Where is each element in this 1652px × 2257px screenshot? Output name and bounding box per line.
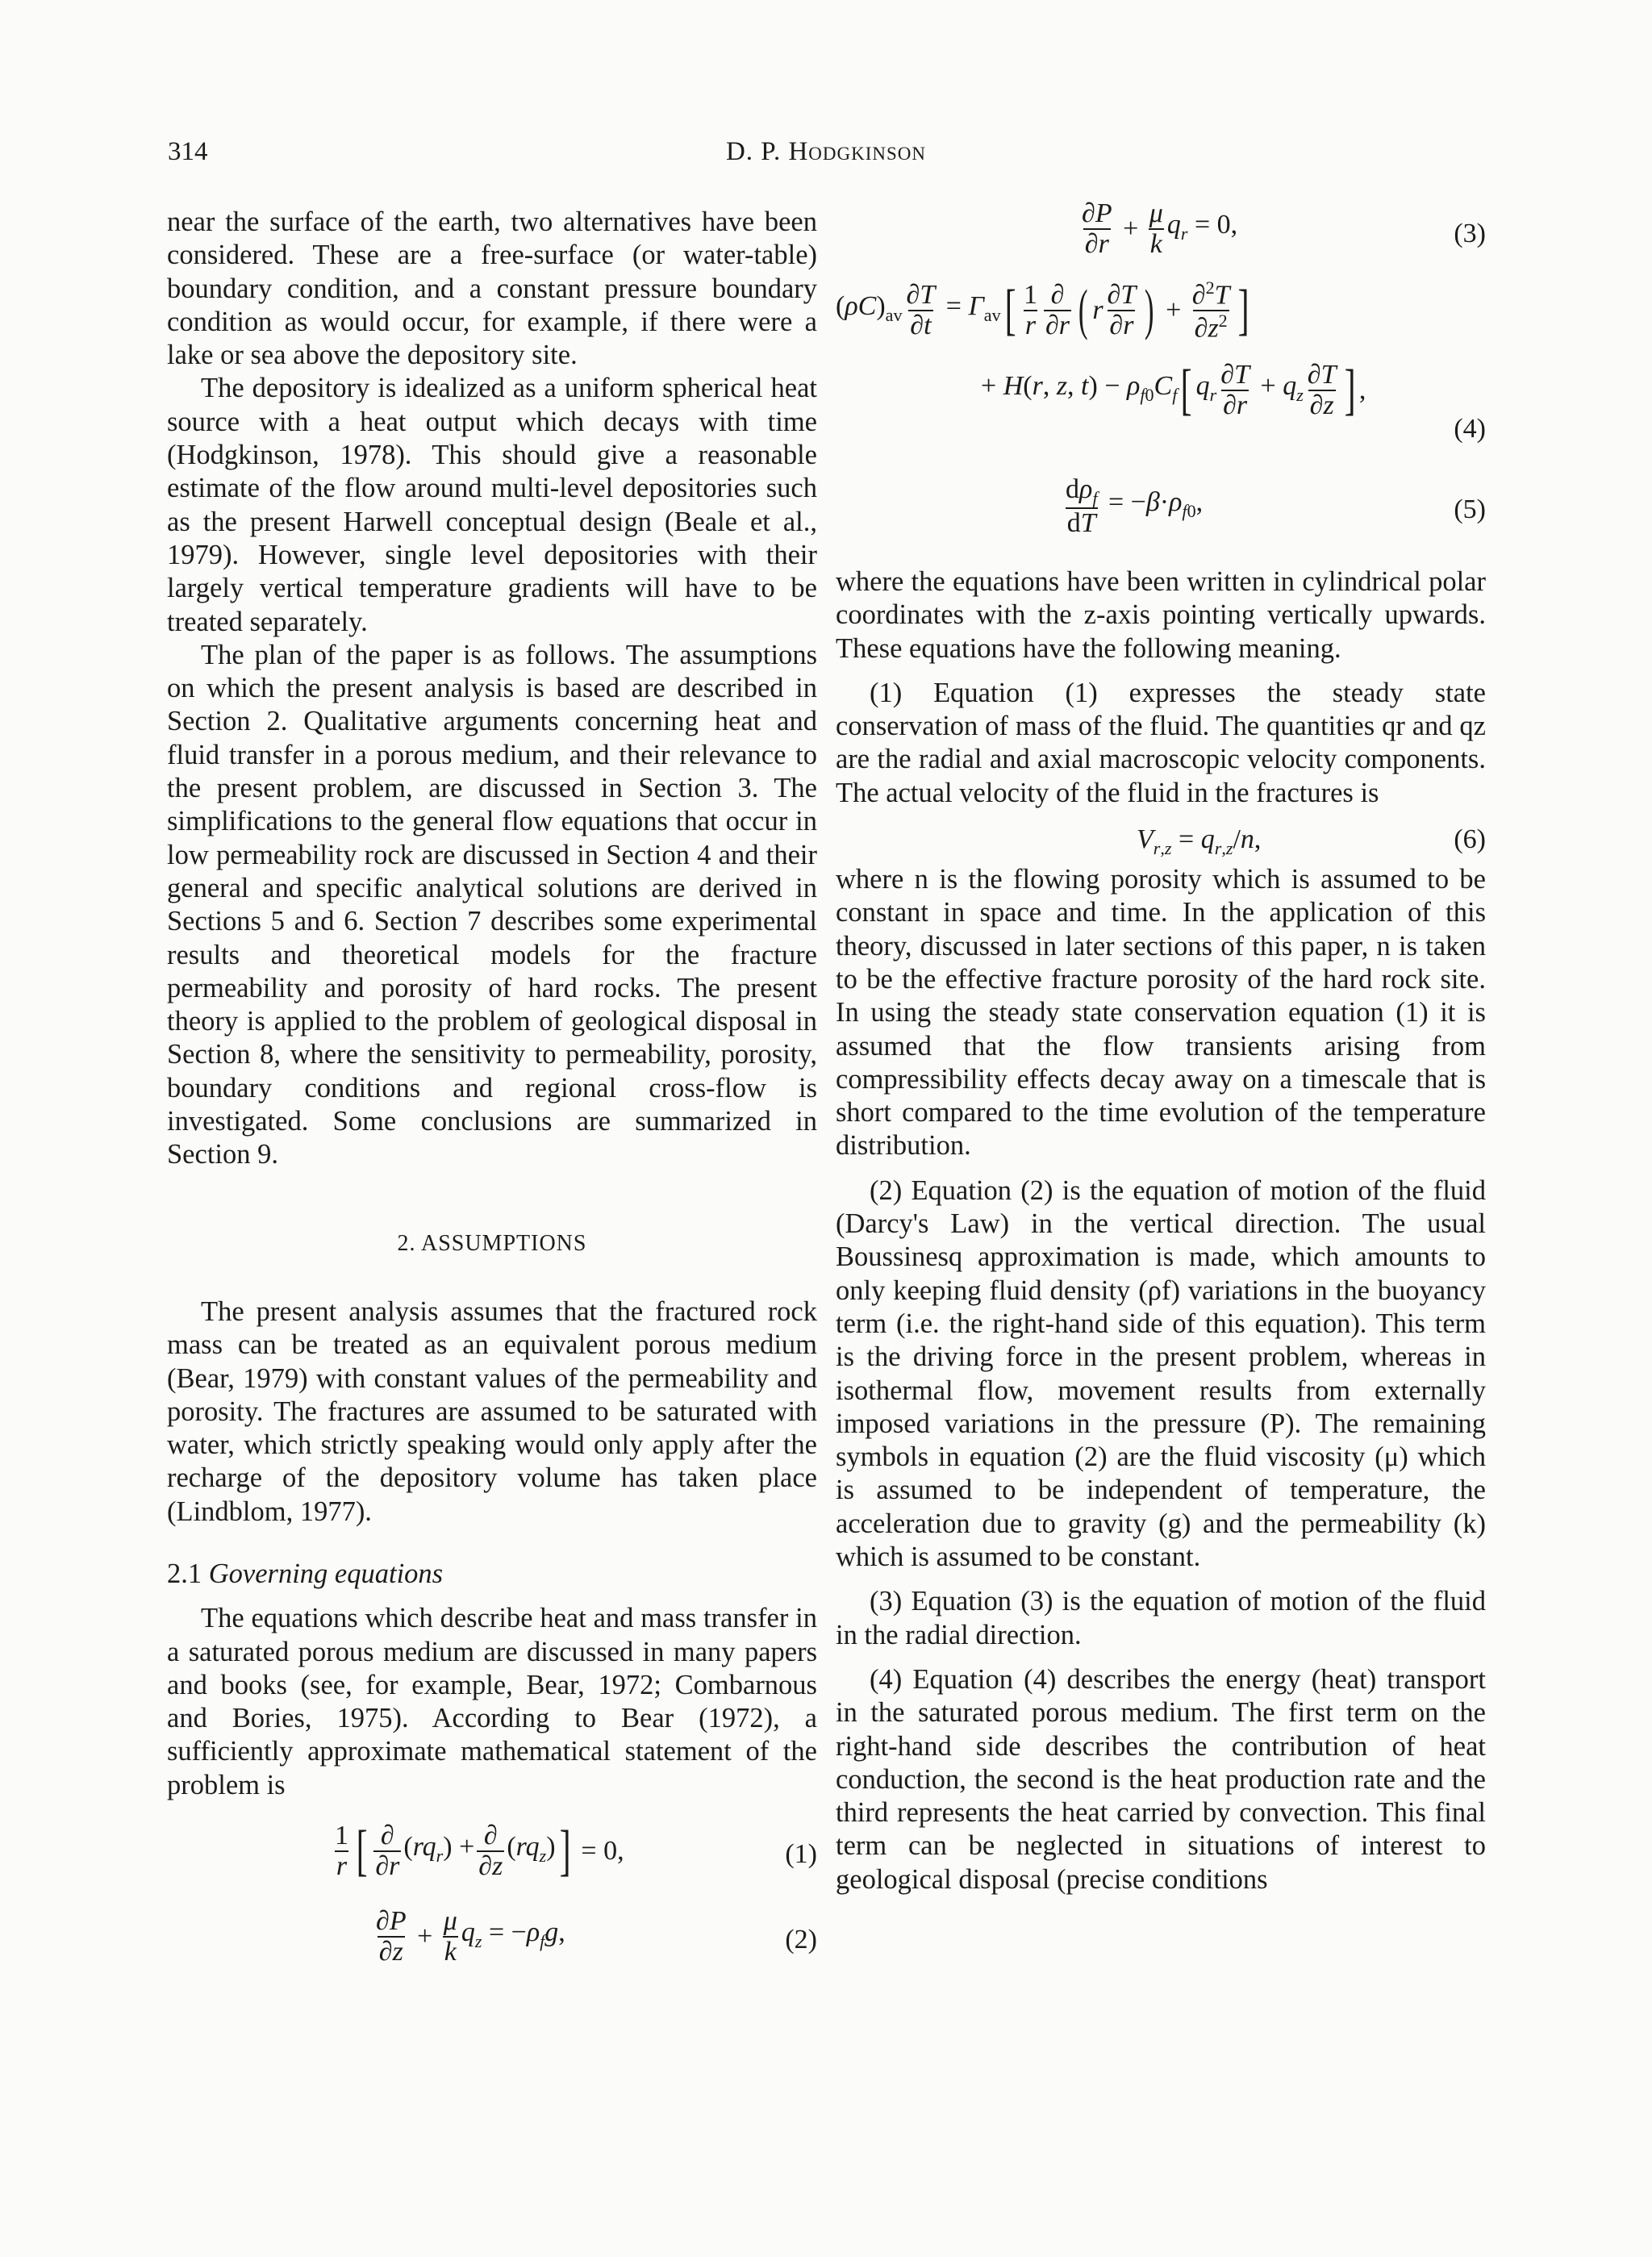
- equation-2: $\frac{\partial P}{\partial z}$ + $\frac{\mu}{k}$ $q_z = -\rho_fg$, (2): [376, 1906, 817, 1967]
- after-eq6-paragraph: where n is the flowing porosity which is assumed to be constant in space and time. In the application of this theory, discussed in later sections of this paper, n is taken to be the effective fracture porosity of the hard rock site. In using the steady state conservation equation (1) it is assumed that the flow transients arising from compressibility effects decay away on a timescale that is short compared to the time evolution of the temperature distribution.: [836, 864, 1486, 1162]
- subsection-heading: [167, 1558, 817, 1591]
- equation-4: $(\rho C)_{av}$ $\frac{\partial T}{\partial t}$ = $\Gamma_{av}$ [ $\frac{1}{r}$ $\frac{\partial}{\partial r}$ ( r $\frac{\partial T}{\partial r}$ ) + $\frac{\partial^2T}{\partial z^2}$ ] + H(r, z, $t) - \rho_{f0}C_f$ [ $q_r$ $\frac{\partial T}{\partial r}$ + $q_z$ $\frac{\partial T}{\partial z}$ ] , (4): [836, 278, 1486, 448]
- right-column: [836, 198, 1486, 1896]
- intro-paragraph-3: The plan of the paper is as follows. The assumptions on which the present analysis is based are described in Section 2. Qualitative arguments concerning heat and fluid transfer in a porous medium, and their relevance to the present problem, are discussed in Section 3. The simplifications to the general flow equations that occur in low permeability rock are discussed in Section 4 and their general and specific analytical solutions are derived in Sections 5 and 6. Section 7 describes some experimental results and theoretical models for the fracture permeability and porosity of hard rocks. The present theory is applied to the problem of geological disposal in Section 8, where the sensitivity to permeability, porosity, boundary conditions and regional cross-flow is investigated. Some conclusions are summarized in Section 9.: [167, 639, 817, 1170]
- equation-3: $\frac{\partial P}{\partial r}$ + $\frac{\mu}{k}$ $q_r = 0$, (3): [1082, 198, 1486, 259]
- intro-paragraph-1: near the surface of the earth, two alternatives have been considered. These are a free-surface (or water-table) boundary condition, and a constant pressure boundary condition as would occur, for example, if there were a lake or sea above the depository site.: [167, 207, 817, 371]
- equation-2-number: (2): [785, 1925, 817, 1955]
- running-head: D. P. Hodgkinson: [725, 137, 927, 166]
- intro-paragraph-2: The depository is idealized as a uniform spherical heat source with a heat output which decays with time (Hodgkinson, 1978). This should give a reasonable estimate of the flow around multi-level depositories such as the present Harwell conceptual design (Beale et al., 1979). However, single level depositories with their largely vertical temperature gradients will have to be treated separately.: [167, 373, 817, 637]
- governing-paragraph: The equations which describe heat and mass transfer in a saturated porous medium are discussed in many papers and books (see, for example, Bear, 1972; Combarnous and Bories, 1975). According to Bear (1972), a sufficiently approximate mathematical statement of the problem is: [167, 1603, 817, 1800]
- item-1-paragraph: (1) Equation (1) expresses the steady state conservation of mass of the fluid. The quantities qr and qz are the radial and axial macroscopic velocity components. The actual velocity of the fluid in the fractures is: [836, 677, 1486, 808]
- item-2-paragraph: (2) Equation (2) is the equation of motion of the fluid (Darcy's Law) in the vertical direction. The usual Boussinesq approximation is made, which amounts to only keeping fluid density (ρf) variations in the buoyancy term (i.e. the right-hand side of this equation). This term is the driving force in the present problem, whereas in isothermal flow, movement results from externally imposed variations in the pressure (P). The remaining symbols in equation (2) are the fluid viscosity (μ) which is assumed to be independent of temperature, the acceleration due to gravity (g) and the permeability (k) which is assumed to be constant.: [836, 1174, 1486, 1573]
- assumptions-paragraph: The present analysis assumes that the fractured rock mass can be treated as an equivalent porous medium (Bear, 1979) with constant values of the permeability and porosity. The fractures are assumed to be saturated with water, which strictly speaking would only apply after the recharge of the depository volume has taken place (Lindblom, 1977).: [167, 1295, 817, 1527]
- after-eq5-paragraph: where the equations have been written in cylindrical polar coordinates with the z-axis pointing vertically upwards. These equations have the following meaning.: [836, 566, 1486, 664]
- subsection-title: Governing equations: [208, 1558, 444, 1589]
- subsection-number: 2.1: [167, 1558, 202, 1589]
- equation-1: $\frac{1}{r}$ [ $\frac{\partial}{\partial r}$ $(rq_r)$ + $\frac{\partial}{\partial z}$ $(rq_z)$ ] = 0, (1): [335, 1819, 817, 1882]
- equation-4-number: (4): [1454, 414, 1486, 444]
- equation-5: $\frac{d\rho_f}{dT}$ = $-\beta\cdot\rho_{f0}$, (5): [1066, 474, 1486, 538]
- equation-6-number: (6): [1454, 824, 1486, 855]
- equation-6: $V_{r,z} = q_{r,z}/n$, (6): [1137, 824, 1486, 858]
- section-heading: 2. ASSUMPTIONS: [397, 1230, 587, 1256]
- equation-1-number: (1): [785, 1839, 817, 1870]
- equation-3-number: (3): [1454, 219, 1486, 248]
- item-4-paragraph: (4) Equation (4) describes the energy (heat) transport in the saturated porous medium. The first term on the right-hand side describes the contribution of heat conduction, the second is the heat production rate and the third represents the heat carried by convection. This final term can be neglected in situations of interest to geological disposal (precise conditions: [836, 1663, 1486, 1895]
- equation-5-number: (5): [1454, 494, 1486, 524]
- item-3-paragraph: (3) Equation (3) is the equation of motion of the fluid in the radial direction.: [836, 1586, 1486, 1650]
- left-column: [167, 206, 817, 1971]
- page-number: 314: [168, 137, 208, 166]
